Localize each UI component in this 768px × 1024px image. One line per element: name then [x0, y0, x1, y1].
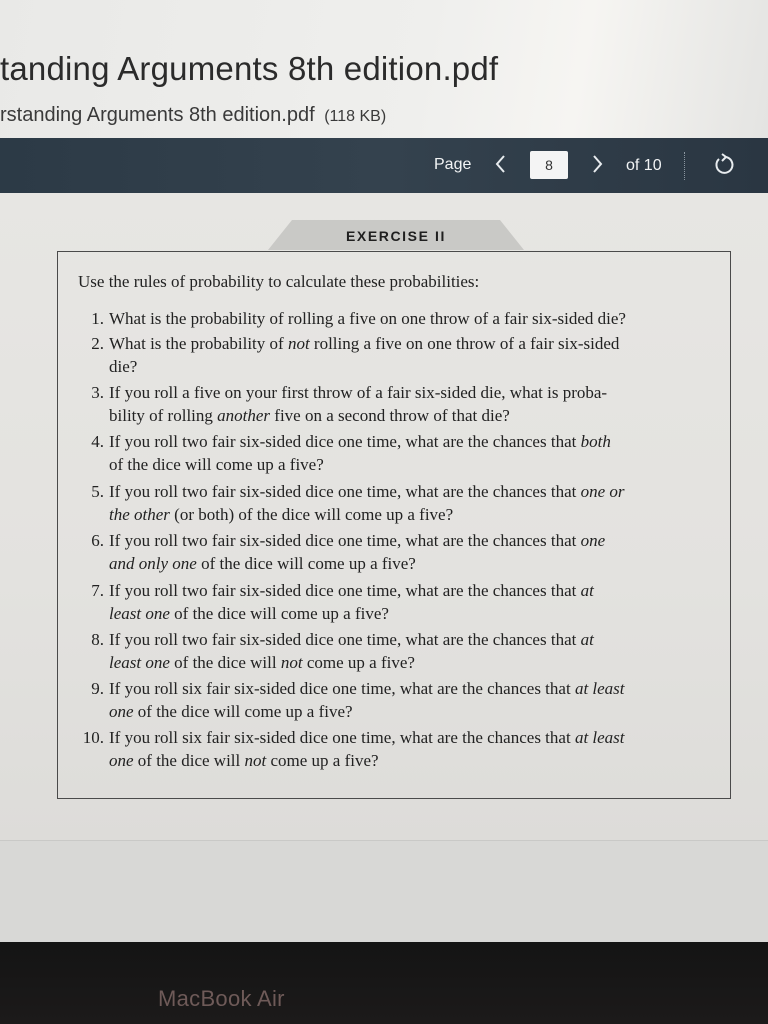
file-name: rstanding Arguments 8th edition.pdf — [0, 104, 315, 126]
question-line — [109, 455, 324, 475]
question-text: If you roll two fair six-sided dice one time, what are the chances that — [109, 630, 581, 649]
question-number: 5. — [91, 482, 104, 501]
question-text: (or both) of the dice will come up a five? — [169, 505, 454, 524]
question-line — [109, 751, 379, 771]
emphasis-text: not — [244, 751, 267, 770]
question-number: 3. — [91, 383, 104, 402]
question-line — [109, 406, 510, 426]
document-header — [0, 0, 768, 138]
question-text: five on a second throw of that die? — [270, 406, 510, 425]
emphasis-text: least one — [109, 604, 170, 623]
question-line — [109, 383, 607, 403]
question-text: If you roll two fair six-sided dice one time, what are the chances that — [109, 482, 581, 501]
question-text: bility of rolling — [109, 406, 218, 425]
chevron-left-icon — [490, 151, 512, 177]
file-size: (118 KB) — [324, 108, 387, 125]
emphasis-text: at — [580, 630, 594, 649]
viewer-background — [0, 840, 768, 943]
question-text: of the dice will come up a five? — [109, 455, 324, 474]
emphasis-text: and only one — [109, 554, 197, 573]
total-pages: of 10 — [626, 157, 662, 174]
question-text: of the dice will — [133, 751, 245, 770]
question-line — [109, 334, 619, 354]
toolbar-divider — [684, 152, 686, 180]
emphasis-text: the other — [109, 505, 170, 524]
question-number: 1. — [91, 309, 104, 328]
question-line — [109, 357, 137, 377]
question-line — [109, 309, 626, 329]
exercise-tab — [268, 220, 524, 250]
emphasis-text: another — [217, 406, 271, 425]
question-text: come up a five? — [302, 653, 415, 672]
question-text: If you roll a five on your first throw of a fair six-sided die, what is proba- — [109, 383, 608, 402]
question-text: die? — [109, 357, 138, 376]
question-number: 7. — [91, 581, 104, 600]
question-text: If you roll two fair six-sided dice one time, what are the chances that — [109, 432, 581, 451]
emphasis-text: one — [109, 751, 134, 770]
exercise-intro: Use the rules of probability to calculate these probabilities: — [78, 272, 480, 291]
question-text: of the dice will — [169, 653, 281, 672]
question-line — [109, 702, 353, 722]
question-line — [109, 482, 625, 502]
question-number: 2. — [91, 334, 104, 353]
question-line — [109, 531, 605, 551]
question-text: What is the probability of rolling a five on one throw of a fair six-sided die? — [109, 309, 626, 328]
question-line — [109, 679, 625, 699]
question-text: If you roll six fair six-sided dice one time, what are the chances that — [109, 728, 575, 747]
question-line — [109, 432, 611, 452]
question-line — [109, 581, 594, 601]
device-label: MacBook Air — [158, 986, 285, 1011]
emphasis-text: one or — [580, 482, 625, 501]
question-text: What is the probability of — [109, 334, 288, 353]
question-text: rolling a five on one throw of a fair six-sided — [309, 334, 620, 353]
emphasis-text: one — [109, 702, 134, 721]
question-number: 6. — [91, 531, 104, 550]
pdf-toolbar — [0, 138, 768, 193]
question-text: come up a five? — [266, 751, 379, 770]
emphasis-text: at least — [574, 679, 625, 698]
page-label: Page — [434, 156, 472, 173]
question-line — [109, 505, 453, 525]
question-line — [109, 604, 389, 624]
emphasis-text: at — [580, 581, 594, 600]
chevron-right-icon — [586, 151, 608, 177]
rotate-icon — [712, 152, 738, 178]
question-line — [109, 653, 415, 673]
next-page-button[interactable] — [586, 151, 608, 177]
exercise-heading: EXERCISE II — [345, 228, 447, 244]
laptop-bezel — [0, 942, 768, 1024]
question-line — [109, 630, 594, 650]
document-subtitle — [0, 104, 386, 127]
question-text: If you roll two fair six-sided dice one time, what are the chances that — [109, 531, 581, 550]
question-text: If you roll six fair six-sided dice one time, what are the chances that — [109, 679, 575, 698]
emphasis-text: not — [287, 334, 310, 353]
question-number: 4. — [91, 432, 104, 451]
question-number: 9. — [91, 679, 104, 698]
document-title: tanding Arguments 8th edition.pdf — [0, 50, 499, 87]
question-line — [109, 554, 416, 574]
emphasis-text: at least — [574, 728, 625, 747]
question-text: If you roll two fair six-sided dice one time, what are the chances that — [109, 581, 581, 600]
emphasis-text: both — [580, 432, 611, 451]
question-text: of the dice will come up a five? — [196, 554, 416, 573]
page-number-input[interactable] — [530, 151, 568, 179]
question-line — [109, 728, 625, 748]
question-text: of the dice will come up a five? — [169, 604, 389, 623]
emphasis-text: one — [580, 531, 606, 550]
previous-page-button[interactable] — [490, 151, 512, 177]
question-number: 10. — [82, 728, 104, 747]
question-text: of the dice will come up a five? — [133, 702, 353, 721]
rotate-button[interactable] — [712, 152, 738, 178]
emphasis-text: not — [280, 653, 303, 672]
question-number: 8. — [91, 630, 104, 649]
emphasis-text: least one — [109, 653, 170, 672]
